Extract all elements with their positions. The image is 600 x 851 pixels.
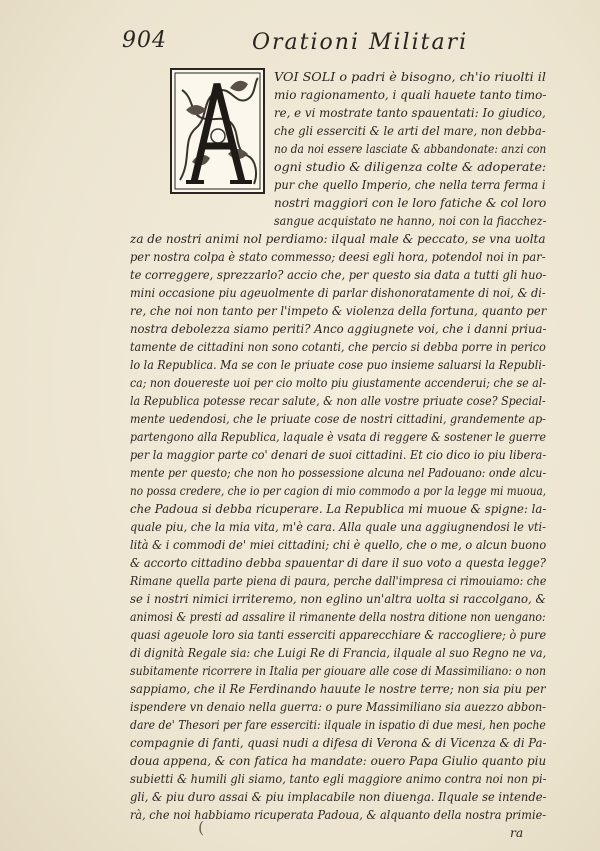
text-line: mente uedendosi, che le priuate cose de nostri cittadini, grandemente ap- [130,412,546,426]
text-line: mini occasione piu ageuolmente di parlar dishonoratamente di noi, & di- [130,286,546,300]
text-line: rà, che noi habbiamo ricuperata Padoua, & alquanto della nostra primie- [130,808,547,822]
text-line: lità & i commodi de' miei cittadini; chi è quello, che o me, o alcun buono [130,538,547,552]
text-line: quasi ageuole loro sia tanti esserciti apparecchiare & raccogliere; ò pure [130,628,547,642]
text-line: sappiamo, che il Re Ferdinando hauute le nostre terre; non sia piu per [130,682,546,696]
text-line: te correggere, sprezzarlo? accio che, per questo sia data a tutti gli huo- [130,268,547,282]
text-line: re, e vi mostrate tanto spauentati: Io giudico, [274,106,546,120]
text-line: mente per questo; che non ho possessione alcuna nel Padouano: onde alcu- [130,466,547,480]
text-line: subietti & humili gli siamo, tanto egli maggiore animo contra noi non pi- [130,772,547,786]
text-line: sangue acquistato ne hanno, noi con la fiacchez- [274,214,547,228]
text-line: ispendere vn denaio nella guerra: o pure Massimiliano sia auezzo abbon- [130,700,546,714]
text-line: compagnie di fanti, quasi nudi a difesa di Verona & di Vicenza & di Pa- [130,736,547,750]
text-line: per nostra colpa è stato commesso; deesi egli hora, potendol noi in par- [130,250,546,264]
text-line: mio ragionamento, i quali hauete tanto timo- [274,88,547,102]
text-line: dare de' Thesori per fare esserciti: ilquale in ispatio di due mesi, hen poche [130,718,546,732]
text-line: che gli esserciti & le arti del mare, non debba- [274,124,546,138]
text-line: lo la Republica. Ma se con le priuate cose puo insieme saluarsi la Republi- [130,358,546,372]
text-line: per la maggior parte co' denari de suoi cittadini. Et cio dico io piu libera- [130,448,547,462]
text-line: nostra debolezza siamo periti? Anco aggiugnete voi, che i danni priua- [130,322,547,336]
running-head: Orationi Militari [252,30,469,55]
text-line: no da noi essere lasciate & abbandonate: anzi con [274,142,547,156]
text-line: ogni studio & diligenza colte & adoperate: [274,160,547,174]
text-line: se i nostri nimici irriteremo, non eglino un'altra uolta si raccolgano, & [130,592,546,606]
text-line: partengono alla Republica, laquale è vsata di reggere & sostener le guerre [130,430,546,444]
text-line: pur che quello Imperio, che nella terra ferma i [274,178,546,192]
page-number: 904 [122,28,167,53]
text-line: quale piu, che la mia vita, m'è cara. Alla quale una aggiugnendosi le vti- [130,520,546,534]
text-line: tamente de cittadini non sono cotanti, che percio si debba porre in perico [130,340,546,354]
text-line: la Republica potesse recar salute, & non alle vostre priuate cose? Special- [130,394,546,408]
text-line: che Padoua si debba ricuperare. La Republica mi muoue & spigne: la- [130,502,547,516]
text-line: ca; non douereste uoi per cio molto piu giustamente accenderui; che se al- [130,376,547,390]
text-line: di dignità Regale sia: che Luigi Re di Francia, ilquale al suo Regno ne va, [130,646,547,660]
text-line: ra [510,826,524,840]
text-line: re, che noi non tanto per l'impeto & violenza della fortuna, quanto per [130,304,547,318]
text-line: & accorto cittadino debba spauentar di dare il suo voto a questa legge? [130,556,546,570]
text-line: subitamente ricorrere in Italia per giouare alle cose di Massimiliano: o non [130,664,547,678]
text-line: gli, & piu duro assai & piu implacabile non diuenga. Ilquale se intende- [130,790,547,804]
marginal-pen-mark: ( [198,818,205,837]
text-line: VOI SOLI o padri è bisogno, ch'io riuolti il [274,70,546,84]
text-line: animosi & presti ad assalire il rimanente della nostra ditione non uengano: [130,610,546,624]
text-line: Rimane quella parte piena di paura, perche dall'impresa ci rimouiamo: che [130,574,547,588]
text-line: za de nostri animi nol perdiamo: ilqual male & peccato, se vna uolta [130,232,546,246]
text-line: nostri maggiori con le loro fatiche & col loro [274,196,547,210]
text-line: doua appena, & con fatica ha mandate: ouero Papa Giulio quanto piu [130,754,547,768]
text-line: no possa credere, che io per cagion di mio commodo a por la legge mi muoua, [130,484,547,498]
